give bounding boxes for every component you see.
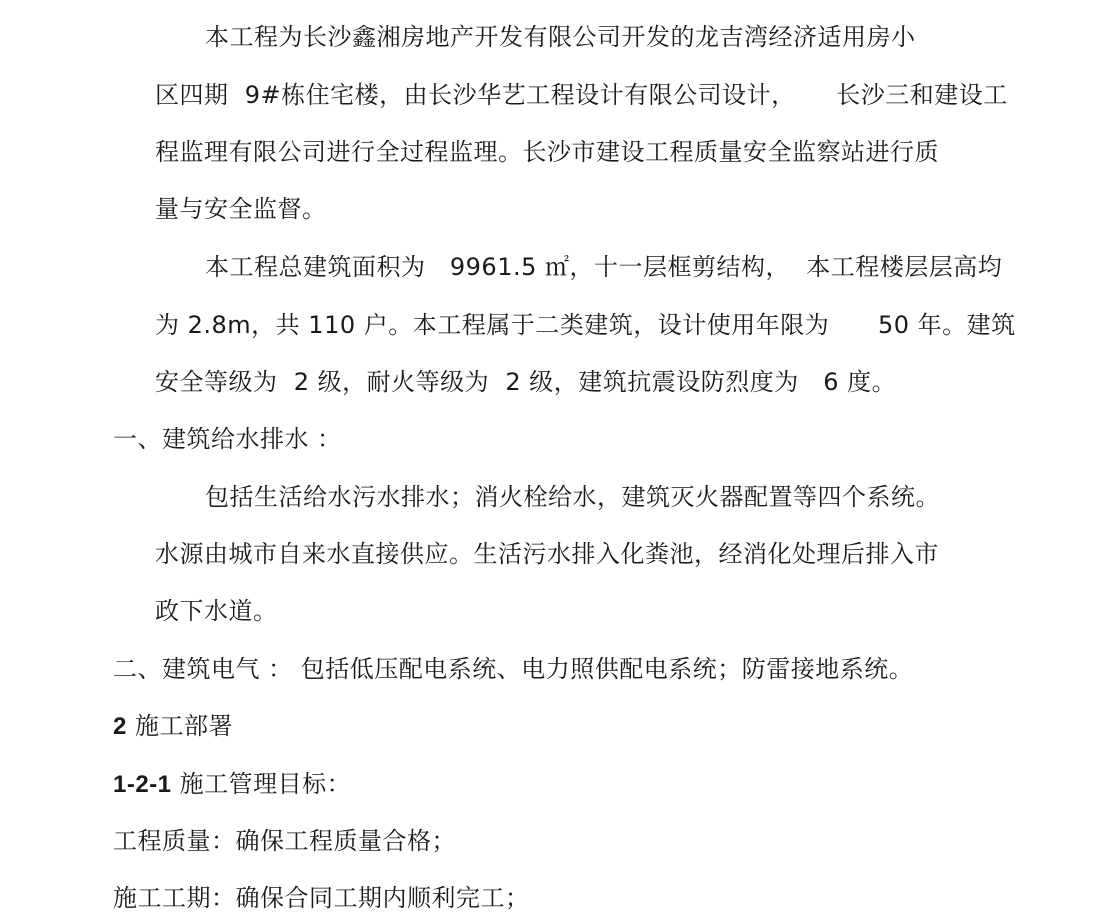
paragraph1-line1: 本工程为长沙鑫湘房地产开发有限公司开发的龙吉湾经济适用房小	[205, 23, 916, 51]
deployment-heading	[113, 711, 233, 742]
quality-goal: 工程质量：确保工程质量合格；	[113, 827, 456, 855]
paragraph2-line1: 本工程总建筑面积为 9961.5 ㎡，十一层框剪结构， 本工程楼层层高均	[205, 253, 1003, 281]
goals-title: 施工管理目标：	[171, 770, 352, 798]
paragraph2-line3: 安全等级为 2 级，耐火等级为 2 级，建筑抗震设防烈度为 6 度。	[155, 368, 897, 396]
section2-heading: 二、建筑电气 ： 包括低压配电系统、电力照供配电系统；防雷接地系统。	[113, 655, 914, 683]
paragraph2-line2: 为 2.8m，共 110 户。本工程属于二类建筑，设计使用年限为 50 年。建筑	[155, 311, 1016, 339]
goals-number: 1-2-1	[113, 771, 172, 798]
schedule-goal: 施工工期：确保合同工期内顺利完工；	[113, 884, 530, 912]
paragraph1-line3: 程监理有限公司进行全过程监理。长沙市建设工程质量安全监察站进行质	[155, 138, 939, 166]
section1-line2: 水源由城市自来水直接供应。生活污水排入化粪池，经消化处理后排入市	[155, 540, 939, 568]
deployment-number: 2	[113, 713, 127, 740]
section1-line3: 政下水道。	[155, 597, 278, 625]
section1-line1: 包括生活给水污水排水；消火栓给水，建筑灭火器配置等四个系统。	[205, 483, 940, 511]
paragraph1-line2: 区四期 9#栋住宅楼，由长沙华艺工程设计有限公司设计， 长沙三和建设工	[155, 81, 1008, 109]
paragraph1-line4: 量与安全监督。	[155, 195, 327, 223]
section1-heading: 一、建筑给水排水 ：	[113, 425, 342, 453]
deployment-title: 施工部署	[126, 712, 233, 740]
goals-heading	[113, 769, 351, 800]
